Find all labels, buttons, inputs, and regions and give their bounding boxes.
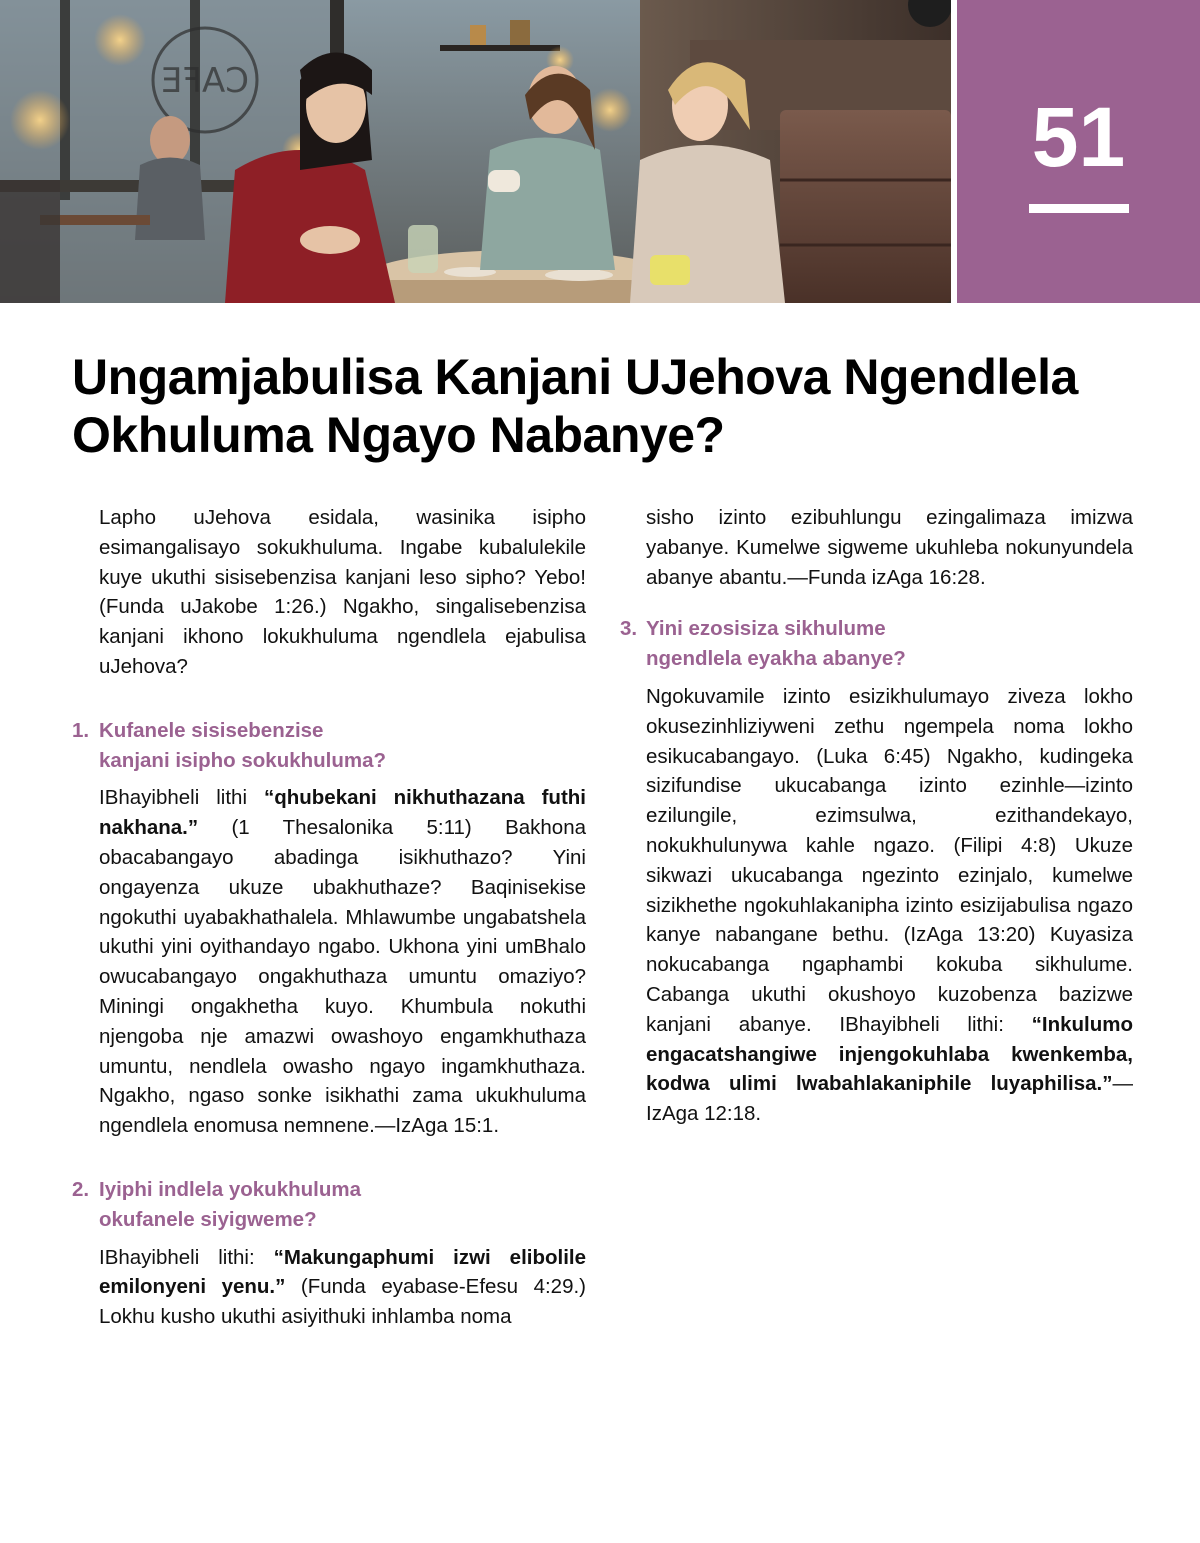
answer-1-body: (1 Thesalonika 5:11) Bakhona obacabangayo abadinga isikhuthazo? Yini ongayenza ukuze ubakhuthaze? Baqinisekise ngokuthi uyabakhathalela. Mhlawumbe ungabatshela ukuthi yini oyithandayo ngabo. Ukhona yini umBhalo owucabangayo ongakhuthaza umuntu omaziyo? Miningi ongakhetha kuyo. Khumbula nokuthi njengoba nje amazwi owashoyo engamkhuthaza umuntu, nendlela owasho ngayo ingamkhuthaza. Ngakho, ngaso sonke isikhathi zama ukukhuluma ngendlela enomusa nemnene.—IzAga 15:1.: [99, 816, 586, 1138]
question-1-heading: [72, 716, 586, 776]
answer-3-scripture-quote: “Inkulumo engacatshangiwe injengokuhlaba kwenkemba, kodwa ulimi lwabahlakaniphile luyaphilisa.”: [646, 1012, 1133, 1096]
answer-2-lead: IBhayibheli lithi:: [99, 1245, 274, 1269]
header-photo: [0, 0, 951, 303]
answer-1-lead: IBhayibheli lithi: [99, 786, 264, 810]
answer-1-scripture-quote: “qhubekani nikhuthazana futhi nakhana.”: [99, 786, 586, 840]
question-3-text: Yini ezosisiza sikhulume ngendlela eyakha abanye?: [646, 617, 906, 671]
left-column: [72, 503, 586, 1332]
question-1-number: 1.: [72, 718, 90, 742]
question-1-text: Kufanele sisisebenzise kanjani isipho sokukhuluma?: [99, 718, 387, 772]
lesson-number-box: [957, 0, 1200, 303]
answer-3-lead: Ngokuvamile izinto esizikhulumayo ziveza lokho okusezinhliziyweni zethu ngempela noma lokho esikucabangayo. (Luka 6:45) Ngakho, kudingeka sizifundise ukucabanga izinto ezinhle—izinto ezilungile, ezimsulwa, ezithandekayo, nokukhulunywa kahle ngazo. (Filipi 4:8) Ukuze sikwazi ukucabanga ngezinto ezinjalo, kumelwe sizikhethe ngokuhlakanipha izinto esizijabulisa ngazo kanye nabangane bethu. (IzAga 13:20) Kuyasiza nokucabanga ngaphambi kokuba sikhulume. Cabanga ukuthi okushoyo kuzobenza bazizwe kanjani abanye. IBhayibheli lithi:: [646, 684, 1133, 1036]
answer-1-paragraph: [72, 783, 586, 1141]
intro-paragraph: Lapho uJehova esidala, wasinika isipho esimangalisayo sokukhuluma. Ingabe kubalulekile kuye ukuthi sisisebenzisa kanjani leso sipho? Yebo! (Funda uJakobe 1:26.) Ngakho, singalisebenzisa kanjani ikhono lokukhuluma ngendlela ejabulisa uJehova?: [99, 506, 586, 678]
lesson-underline: [1029, 204, 1129, 213]
answer-2-scripture-quote: “Makungaphumi izwi elibolile emilonyeni yenu.”: [99, 1245, 586, 1299]
svg-text:CAFE: CAFE: [160, 61, 250, 101]
right-column: [620, 503, 1133, 1129]
question-2-heading: [72, 1175, 586, 1235]
question-2-text: Iyiphi indlela yokukhuluma okufanele siyigweme?: [99, 1177, 361, 1231]
answer-3-body: —IzAga 12:18.: [646, 1072, 1133, 1126]
answer-3-paragraph: [620, 682, 1133, 1129]
cafe-photo-illustration: [0, 0, 951, 303]
answer-2-continuation: sisho izinto ezibuhlungu ezingalimaza imizwa yabanye. Kumelwe sigweme ukuhleba nokunyundela abanye abantu.—Funda izAga 16:28.: [646, 506, 1133, 589]
question-2-number: 2.: [72, 1177, 90, 1201]
question-3-number: 3.: [620, 617, 638, 641]
page-title: Ungamjabulisa Kanjani UJehova Ngendlela Okhuluma Ngayo Nabanye?: [72, 349, 1078, 463]
answer-2-body: (Funda eyabase-Efesu 4:29.) Lokhu kusho ukuthi asiyithuki inhlamba noma: [99, 1275, 586, 1329]
question-3-heading: [620, 614, 1133, 674]
lesson-number: 51: [1031, 90, 1126, 184]
answer-2-paragraph: [72, 1243, 586, 1332]
